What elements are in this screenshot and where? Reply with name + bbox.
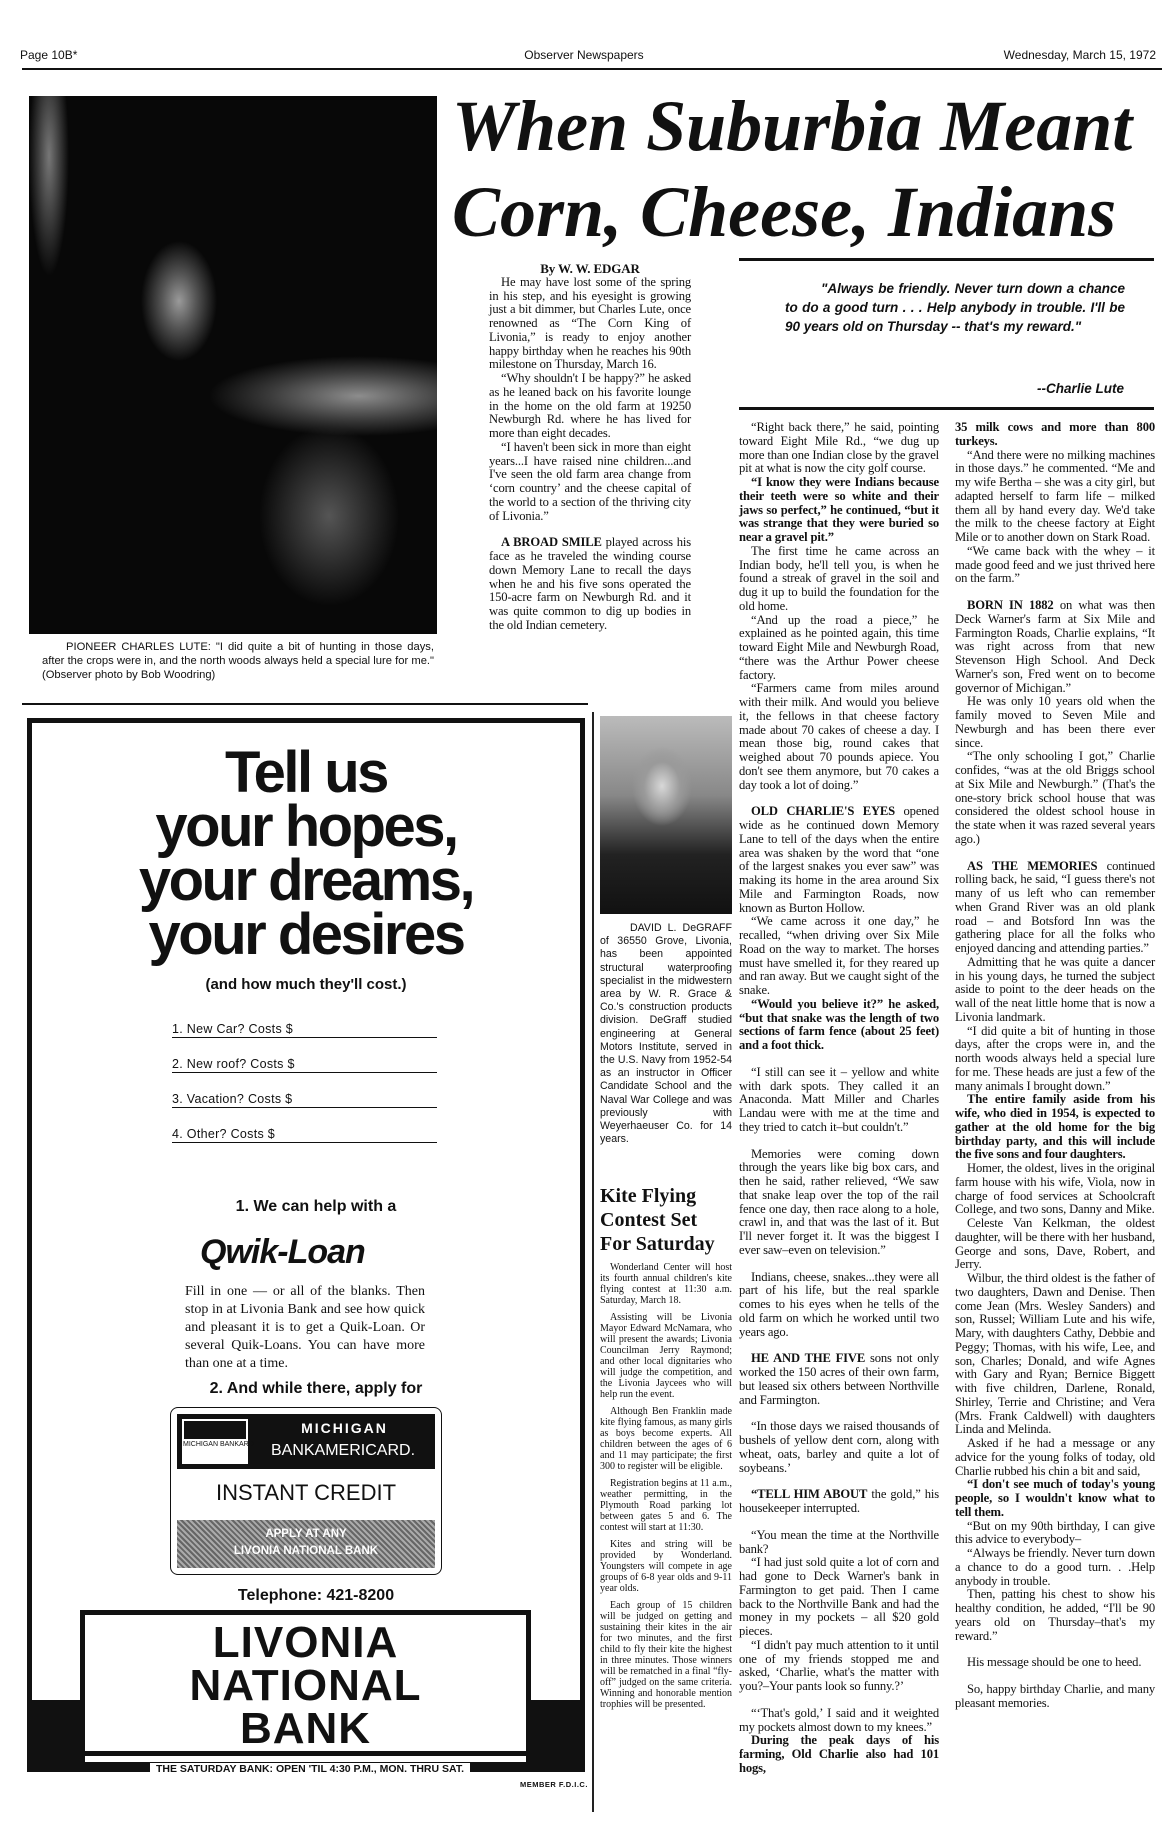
- masthead-rule: [22, 68, 1162, 70]
- kite-story-paragraph: Kites and string will be provided by Wonderland. Youngsters will compete in age groups of 6-8 year olds and 9-11 year olds.: [600, 1539, 732, 1594]
- paragraph-lead-in: AS THE MEMORIES: [967, 858, 1098, 873]
- card-title-bankamericard: BANKAMERICARD.: [270, 1442, 416, 1459]
- paragraph-text: His message should be one to heed.: [967, 1655, 1142, 1670]
- qwik-loan-logo: Qwik-Loan: [200, 1233, 365, 1271]
- paragraph-lead-in: HE AND THE FIVE: [751, 1351, 866, 1366]
- article-paragraph: [489, 276, 691, 372]
- paragraph-text: “You mean the time at the Northville bank?: [739, 1527, 939, 1556]
- kite-story-paragraph: Wonderland Center will host its fourth annual children's kite flying contest at 11:30 a.m. Saturday, March 18.: [600, 1262, 732, 1306]
- paragraph-text: Wilbur, the third oldest is the father of two daughters, Dawn and Denise. Then come Jean (Mrs. Wesley Sanders) and son, Russel; William Lute and his wife, Mary, with daughters Cathy, Debbie and Peggy; Thomas, with his wife, Lee, and son, Charles; Donald, and wife Agnes with Gary and Ryan; Bernice Biggett with five children, Darlene, Ronald, Shirley, Terrie and Christine; and Vera (Mrs. Frank Caldwell) with daughters Linda and Melinda.: [955, 1271, 1155, 1437]
- bank-name: [85, 1618, 526, 1753]
- paragraph-text: “And up the road a piece,” he explained as he pointed again, this time toward Eight Mile and Newburgh Road, “there was the Arthur Power cheese factory.: [739, 612, 939, 682]
- article-paragraph: [739, 1066, 939, 1135]
- article-paragraph: [739, 1556, 939, 1639]
- bank-name-line: NATIONAL: [189, 1661, 422, 1710]
- article-paragraph: [739, 476, 939, 545]
- article-paragraph: [739, 1488, 939, 1516]
- article-paragraph: [739, 1529, 939, 1557]
- bankard-logo-icon: MICHIGAN BANKARD: [182, 1419, 248, 1464]
- paragraph-text: the gold,” his housekeeper interrupted.: [739, 1487, 940, 1515]
- article-paragraph: [955, 421, 1155, 449]
- bank-name-line: LIVONIA: [212, 1618, 399, 1667]
- paragraph-text: “I still can see it – yellow and white with dark spots. They called it an Anaconda. Matt Miller and Charles Landau were with me at the time and they tried to catch it–but couldn't.”: [739, 1064, 939, 1134]
- paragraph-text: “Would you believe it?” he asked, “but that snake was the length of two sections of farm fence (about 25 feet) and a foot thick.: [739, 996, 939, 1052]
- ad-headline-line: your desires: [148, 902, 464, 967]
- article-paragraph: [739, 1148, 939, 1258]
- ad-body-text: Fill in one — or all of the blanks. Then stop in at Livonia Bank and see how quick and pleasant it is to get a Quik-Loan. Or several Quik-Loans. You can have more than one at a time.: [185, 1284, 425, 1371]
- degraff-brief: DAVID L. DeGRAFF of 36550 Grove, Livonia, has been appointed structural waterproofing specialist in the midwestern area by W. R. Grace & Co.'s construction products division. DeGraff studied engineering at General Motors Institute, served in the U.S. Navy from 1952-54 as an instructor in Officer Candidate School and the Naval War College and was previously with Weyerhaeuser Co. for 14 years.: [600, 922, 732, 1146]
- paragraph-text: 35 milk cows and more than 800 turkeys.: [955, 420, 1155, 448]
- column-divider: [592, 712, 594, 1812]
- article-paragraph: [955, 1093, 1155, 1162]
- article-paragraph: [955, 1520, 1155, 1548]
- paragraph-text: “But on my 90th birthday, I can give this advice to everybody–: [955, 1518, 1155, 1547]
- member-fdic: MEMBER F.D.I.C.: [520, 1780, 588, 1789]
- article-paragraph: [955, 1588, 1155, 1643]
- bank-name-line: BANK: [239, 1704, 372, 1753]
- apply-line-1: APPLY AT ANY: [265, 1528, 347, 1540]
- kite-story-paragraph: Registration begins at 11 a.m., weather permitting, in the Plymouth Road parking lot between gates 5 and 6. The contest will start at 11:30.: [600, 1478, 732, 1533]
- article-paragraph: [955, 1272, 1155, 1437]
- paragraph-text: The entire family aside from his wife, who died in 1954, is expected to gather at the old home for the big birthday party, and this will include the five sons and four daughters.: [955, 1092, 1155, 1162]
- article-paragraph: [739, 545, 939, 614]
- paragraph-text: “‘That's gold,’ I said and it weighted my pockets almost down to my knees.”: [739, 1705, 939, 1734]
- article-paragraph: [739, 421, 939, 476]
- livonia-national-bank-logo: [80, 1610, 531, 1756]
- kite-story-paragraph: Each group of 15 children will be judged on getting and sustaining their kites in the air for two minutes, and the first child to fly their kite the highest in three minutes. Those winners will be rematched in a final “fly-off” judged on the same criteria. Winning and honorable mention trophies will be presented.: [600, 1600, 732, 1710]
- article-paragraph: [955, 956, 1155, 1025]
- apply-line-2: LIVONIA NATIONAL BANK: [233, 1545, 379, 1557]
- paragraph-text: “Always be friendly. Never turn down a chance to do a good turn. . .Help anybody in trouble.: [955, 1546, 1155, 1588]
- paragraph-lead-in: A BROAD SMILE: [501, 535, 602, 550]
- paragraph-text: opened wide as he continued down Memory Lane to tell of the days when the entire area was shaken by the word that “one of the largest snakes you ever saw” was making its home in the area around Six Mile and Farmington Roads, now known as Burton Hollow.: [739, 804, 939, 915]
- paragraph-text: Indians, cheese, snakes...they were all part of his life, but the real sparkle comes to his eyes when he tells of the old farm on which he worked until two years ago.: [739, 1269, 939, 1339]
- byline: By W. W. EDGAR: [540, 261, 640, 276]
- paragraph-text: “We came across it one day,” he recalled, “when driving over Six Mile Road on the way to market. The horses must have smelled it, for they reared up and ran away. But we caught sight of the snake.: [739, 914, 939, 997]
- paragraph-text: “I had just sold quite a lot of corn and had gone to Deck Warner's bank in Farmington to get paid. Then I came back to the Northville Bank and had the money in my pockets – all $20 gold pieces.: [739, 1555, 939, 1638]
- article-paragraph: [739, 915, 939, 998]
- article-paragraph: [739, 1420, 939, 1475]
- article-paragraph: [739, 682, 939, 792]
- article-paragraph: [739, 1707, 939, 1735]
- paragraph-text: He may have lost some of the spring in his step, and his eyesight is growing just a bit dimmer, but Charles Lute, once renowned as “The Corn King of Livonia,” is ready to enjoy another happy birthday when he reaches his 90th milestone on Thursday, March 16.: [489, 274, 691, 372]
- paragraph-text: “I did quite a bit of hunting in those days, after the crops were in, and the north woods always held a special lure for me. These heads are just a few of the many animals I brought down.”: [955, 1023, 1155, 1093]
- article-paragraph: [955, 1025, 1155, 1094]
- ad-footer-bar-right: [526, 1700, 585, 1765]
- paragraph-text: continued rolling back, he said, “I guess there's not many of us left who can remember when Grand River was an old plank road – and Botsford Inn was the gathering place for all the folks who enjoyed dancing and attending parties.”: [955, 858, 1155, 955]
- article-column-c: [955, 421, 1155, 1711]
- article-paragraph: [739, 1352, 939, 1407]
- pull-quote: [739, 258, 1154, 410]
- paragraph-text: “The only schooling I got,” Charlie confides, “was at the old Briggs school at Six Mile and Newburgh.” (That's the one-story brick school house that was considered the oldest school house in the state when it was razed several years ago.): [955, 749, 1155, 846]
- ad-step-1: 1. We can help with a: [235, 1198, 397, 1215]
- page-number: Page 10B*: [20, 48, 78, 62]
- paragraph-text: Memories were coming down through the years like big box cars, and then he said, rather relieved, “We saw that snake leap over the top of the rail fence one day, then race along to a hole, crawl in, and that was the last of it. But I'll never forget it. It was the biggest I ever saw–even on television.”: [739, 1146, 939, 1257]
- paragraph-text: The first time he came across an Indian body, he'll tell you, is when he found a streak of gravel in the soil and dug it up to build the foundation for the old home.: [739, 543, 939, 613]
- paragraph-text: Celeste Van Kelkman, the oldest daughter, will be there with her husband, George and sons, Dave, Robert, and Jerry.: [955, 1216, 1155, 1272]
- card-title-michigan: MICHIGAN: [301, 1420, 388, 1436]
- ad-list-item-car: 1. New Car? Costs $: [172, 1022, 437, 1038]
- article-paragraph: [955, 1656, 1155, 1670]
- ad-headline-line: Tell us: [225, 740, 387, 805]
- article-paragraph: [955, 1162, 1155, 1217]
- article-paragraph: [739, 1639, 939, 1694]
- apply-banner: [177, 1520, 435, 1568]
- saturday-bank-hours: THE SATURDAY BANK: OPEN 'TIL 4:30 P.M., MON. THRU SAT.: [150, 1763, 470, 1775]
- article-paragraph: [739, 805, 939, 915]
- kite-story-headline: Kite Flying Contest Set For Saturday: [600, 1185, 715, 1255]
- article-paragraph: [955, 860, 1155, 956]
- paragraph-text: sons not only worked the 150 acres of their own farm, but leased six others between Northville and Farmington.: [739, 1351, 939, 1407]
- pull-quote-attribution: --Charlie Lute: [1036, 381, 1124, 396]
- article-paragraph: [955, 1478, 1155, 1519]
- bank-telephone: Telephone: 421-8200: [237, 1587, 395, 1604]
- article-paragraph: [955, 599, 1155, 695]
- paragraph-text: “In those days we raised thousands of bushels of yellow dent corn, along with wheat, oats, barley and quite a lot of soybeans.’: [739, 1419, 939, 1475]
- ad-step-2: 2. And while there, apply for: [209, 1380, 423, 1397]
- article-column-b: [739, 421, 939, 1776]
- paragraph-text: Then, patting his chest to show his healthy condition, he added, “I'll be 90 years old on Thursday–that's my reward.”: [955, 1587, 1155, 1643]
- charles-lute-photo: [29, 96, 437, 634]
- paragraph-text: He was only 10 years old when the family moved to Seven Mile and Newburgh and has been there ever since.: [955, 694, 1155, 750]
- article-paragraph: [955, 1683, 1155, 1711]
- paragraph-text: “Why shouldn't I be happy?” he asked as he leaned back on his favorite lounge in the home on the old farm at 19250 Newburgh Rd. where he has lived for more than eight decades.: [489, 371, 691, 440]
- paragraph-text: “We came back with the whey – it made good feed and we just thrived here on the farm.”: [955, 543, 1155, 586]
- bankamericard-graphic: [170, 1407, 442, 1575]
- ad-list-item-roof: 2. New roof? Costs $: [172, 1057, 437, 1073]
- article-paragraph: [739, 1271, 939, 1340]
- section-rule: [22, 703, 588, 705]
- paragraph-text: “Right back there,” he said, pointing toward Eight Mile Rd., “we dug up more than one Indian close by the gravel pit at what is now the city golf course.: [739, 420, 939, 476]
- paragraph-text: “I haven't been sick in more than eight years...I have raised nine children...and I've seen the old farm area change from ‘corn country’ and the cheese capital of the world to a section of the thriving city of Livonia.”: [489, 439, 691, 523]
- headline-line-2: Corn, Cheese, Indians: [452, 172, 1117, 252]
- ad-headline-line: your dreams,: [138, 848, 474, 913]
- article-paragraph: [955, 1437, 1155, 1478]
- newspaper-name: Observer Newspapers: [524, 48, 644, 62]
- article-paragraph: [489, 372, 691, 441]
- ad-subhead: (and how much they'll cost.): [205, 976, 407, 993]
- article-paragraph: [489, 536, 691, 632]
- pull-quote-text: "Always be friendly. Never turn down a chance to do a good turn . . . Help anybody in trouble. I'll be 90 years old on Thursday -- that's my reward.": [785, 281, 1125, 334]
- article-paragraph: [955, 1217, 1155, 1272]
- paragraph-text: So, happy birthday Charlie, and many pleasant memories.: [955, 1682, 1155, 1710]
- article-paragraph: [955, 695, 1155, 750]
- instant-credit-label: INSTANT CREDIT: [215, 1480, 397, 1505]
- column-a-body: [489, 276, 691, 633]
- paragraph-text: played across his face as he traveled the winding course down Memory Lane to recall the days when he and his five sons operated the 150-acre farm on Newburgh Rd. and it was quite common to dig up bodies in the old Indian cemetery.: [489, 535, 691, 632]
- article-paragraph: [955, 449, 1155, 545]
- degraff-portrait-photo: [600, 716, 732, 914]
- card-header: [177, 1414, 435, 1469]
- article-column-a: [489, 262, 691, 633]
- paragraph-text: on what was then Deck Warner's farm at Six Mile and Farmington Roads, Charlie explains, “It was right across from that new Stevenson High School. And Deck Warner's son, Fred went on to become governor of Michigan.”: [955, 598, 1155, 695]
- article-paragraph: [739, 1734, 939, 1775]
- paragraph-text: During the peak days of his farming, Old Charlie also had 101 hogs,: [739, 1733, 939, 1775]
- issue-date: Wednesday, March 15, 1972: [1003, 48, 1156, 62]
- ad-list-item-other: 4. Other? Costs $: [172, 1127, 437, 1143]
- paragraph-text: “I don't see much of today's young people, so I wouldn't know what to tell them.: [955, 1477, 1155, 1519]
- photo-caption: PIONEER CHARLES LUTE: "I did quite a bit of hunting in those days, after the crops were in, and the north woods always held a special lure for me." (Observer photo by Bob Woodring): [42, 641, 434, 681]
- paragraph-lead-in: “TELL HIM ABOUT: [751, 1487, 868, 1502]
- paragraph-text: Asked if he had a message or any advice for the young folks of today, old Charlie rubbed his chin a bit and said,: [955, 1436, 1155, 1478]
- paragraph-text: “And there were no milking machines in those days.” he commented. “Me and my wife Bertha – she was a city girl, but adapted herself to farm life – milked them all by hand every day. We'd take the milk to the cheese factory at Eight Mile or to another down on Stark Road.: [955, 447, 1155, 544]
- paragraph-lead-in: BORN IN 1882: [967, 598, 1054, 612]
- article-paragraph: [955, 545, 1155, 586]
- kite-story-paragraph: Assisting will be Livonia Mayor Edward McNamara, who will present the awards; Livonia Councilman Jerry Raymond; and other local dignitaries who will judge the competition, and the Livonia Jaycees who will help run the event.: [600, 1312, 732, 1400]
- ad-footer-bar-left: [27, 1700, 85, 1765]
- paragraph-text: “I didn't pay much attention to it until one of my friends stopped me and asked, ‘Charlie, what's the matter with you?–Your pants look so funny.?’: [739, 1637, 939, 1693]
- ad-list-item-vacation: 3. Vacation? Costs $: [172, 1092, 437, 1108]
- paragraph-text: Homer, the oldest, lives in the original farm house with his wife, Viola, now in charge of food services at Schoolcraft College, and two sons, Danny and Mike.: [955, 1161, 1155, 1217]
- article-paragraph: [739, 998, 939, 1053]
- headline-line-1: When Suburbia Meant: [452, 86, 1133, 166]
- kite-story-body: [600, 1262, 732, 1716]
- article-paragraph: [955, 750, 1155, 846]
- ad-headline: [27, 740, 585, 967]
- article-paragraph: [739, 614, 939, 683]
- paragraph-text: “Farmers came from miles around with their milk. And would you believe it, the fellows in that cheese factory made about 70 cakes of cheese a day. I mean those big, round cakes that weighed about 70 pounds apiece. You don't see them anymore, but 70 cakes a day took a lot of doing.”: [739, 681, 939, 792]
- article-paragraph: [489, 441, 691, 524]
- kite-story-paragraph: Although Ben Franklin made kite flying famous, as many girls as boys become experts. All children between the ages of 6 and 11 may participate; the first 300 to register will be eligible.: [600, 1406, 732, 1472]
- paragraph-lead-in: OLD CHARLIE'S EYES: [751, 804, 896, 819]
- paragraph-text: “I know they were Indians because their teeth were so white and their jaws so perfect,” he continued, “but it was strange that they were buried so near a gravel pit.”: [739, 475, 939, 544]
- ad-headline-line: your hopes,: [155, 794, 457, 859]
- article-paragraph: [955, 1547, 1155, 1588]
- paragraph-text: Admitting that he was quite a dancer in his young days, he turned the subject aside to point to the deer heads on the wall of the neat little home that is now a Livonia landmark.: [955, 954, 1155, 1024]
